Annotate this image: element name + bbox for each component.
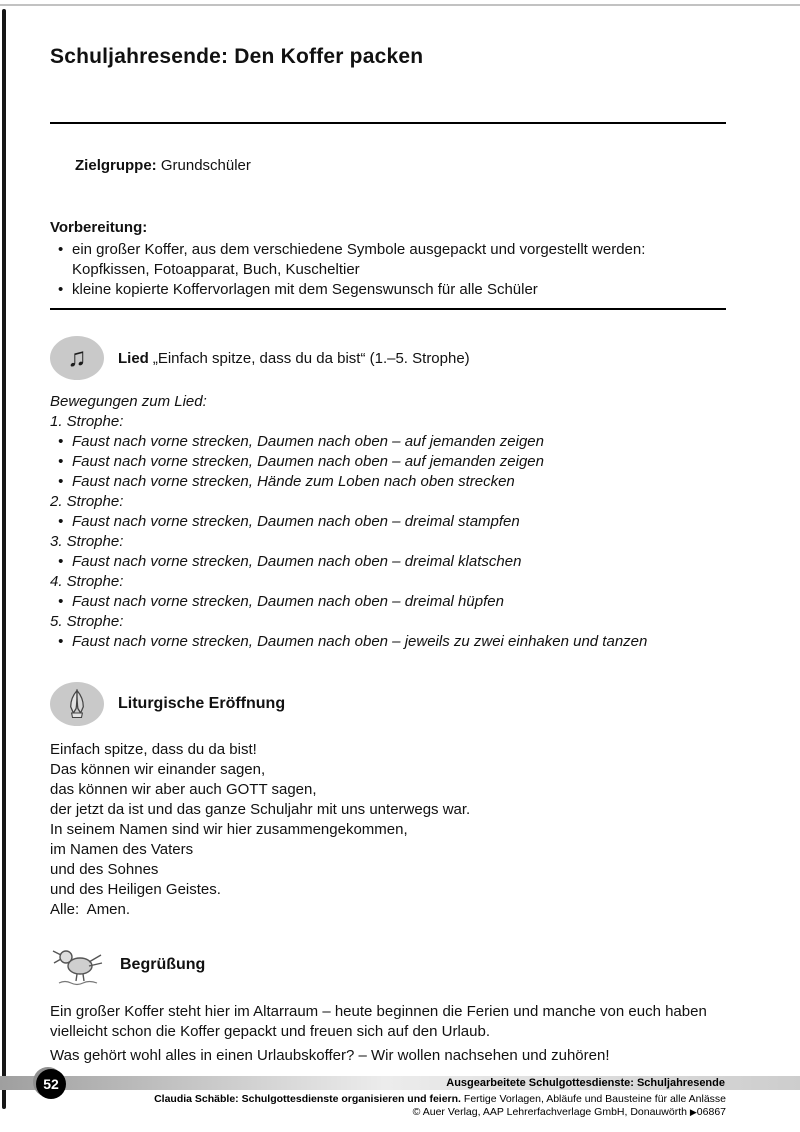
- bullet-icon: •: [58, 241, 64, 258]
- copyright-line: [86, 1106, 726, 1119]
- greeting-text: [50, 1002, 726, 1066]
- list-label: 5. Strophe:: [50, 613, 124, 630]
- bullet-icon: •: [58, 281, 64, 298]
- bullet-item: [50, 280, 726, 300]
- bullet-text: Faust nach vorne strecken, Daumen nach oben – auf jemanden zeigen: [72, 453, 544, 470]
- song-title: „Einfach spitze, dass du da bist“ (1.–5. Strophe): [152, 349, 470, 367]
- praying-hands-icon: [50, 682, 104, 726]
- bullet-item: [50, 632, 726, 652]
- text-line: Einfach spitze, dass du da bist!: [50, 741, 257, 758]
- footer-series-title: Ausgearbeitete Schulgottesdienste: Schuljahresende: [446, 1077, 725, 1089]
- song-heading: [118, 350, 470, 367]
- bird-icon: [50, 942, 106, 988]
- greeting-heading: Begrüßung: [120, 956, 206, 973]
- bullet-item: [50, 240, 726, 280]
- bullet-icon: •: [58, 433, 64, 450]
- bullet-text: Faust nach vorne strecken, Daumen nach oben – auf jemanden zeigen: [72, 433, 544, 450]
- bullet-icon: •: [58, 633, 64, 650]
- bullet-icon: •: [58, 453, 64, 470]
- bullet-item: [50, 592, 726, 612]
- bullet-icon: •: [58, 593, 64, 610]
- bullet-text: ein großer Koffer, aus dem verschiedene Symbole ausgepackt und vorgestellt werden: Kopfkissen, Fotoapparat, Buch, Kuscheltier: [72, 241, 646, 278]
- divider-top: [50, 122, 726, 124]
- bullet-text: Faust nach vorne strecken, Daumen nach oben – jeweils zu zwei einhaken und tanzen: [72, 633, 648, 650]
- footer-bar: [0, 1076, 800, 1090]
- liturgy-heading: Liturgische Eröffnung: [118, 695, 286, 712]
- bullet-icon: •: [58, 553, 64, 570]
- liturgy-text: [50, 740, 726, 920]
- text-line: das können wir aber auch GOTT sagen,: [50, 781, 317, 798]
- movements-title: Bewegungen zum Lied:: [50, 393, 207, 410]
- target-group-line: [50, 136, 726, 196]
- text-line: Alle: Amen.: [50, 901, 131, 918]
- song-movements-list: [50, 412, 726, 652]
- list-label: 1. Strophe:: [50, 413, 124, 430]
- text-line: im Namen des Vaters: [50, 841, 194, 858]
- page-number-badge: 52: [36, 1069, 66, 1099]
- music-notes-icon: [50, 336, 104, 380]
- text-line: Was gehört wohl alles in einen Urlaubskoffer? – Wir wollen nachsehen und zuhören!: [50, 1047, 610, 1064]
- text-line: und des Sohnes: [50, 861, 159, 878]
- bullet-icon: •: [58, 473, 64, 490]
- text-line: Ein großer Koffer steht hier im Altarraum – heute beginnen die Ferien und manche von euch haben vielleicht schon die Koffer gepackt und freuen sich auf den Urlaub.: [50, 1003, 711, 1040]
- page-title: Schuljahresende: Den Koffer packen: [50, 45, 424, 68]
- text-line: Das können wir einander sagen,: [50, 761, 266, 778]
- list-label: 2. Strophe:: [50, 493, 124, 510]
- bullet-item: [50, 512, 726, 532]
- credit-author-title: Claudia Schäble: Schulgottesdienste organisieren und feiern.: [154, 1093, 461, 1105]
- song-label: Lied: [118, 349, 149, 367]
- scan-edge-left: [2, 9, 6, 1109]
- footer-credits: [86, 1093, 726, 1119]
- bullet-text: Faust nach vorne strecken, Daumen nach oben – dreimal hüpfen: [72, 593, 504, 610]
- song-section-header: [50, 336, 726, 380]
- target-group-label: Zielgruppe:: [75, 157, 157, 174]
- page-content: [50, 44, 726, 1070]
- list-label: 3. Strophe:: [50, 533, 124, 550]
- text-line: In seinem Namen sind wir hier zusammengekommen,: [50, 821, 408, 838]
- liturgy-section-header: [50, 682, 726, 726]
- bullet-text: Faust nach vorne strecken, Daumen nach oben – dreimal klatschen: [72, 553, 522, 570]
- music-note-glyph: ♫: [67, 341, 87, 372]
- preparation-list: [50, 240, 726, 300]
- credit-line: [86, 1093, 726, 1106]
- preparation-label: Vorbereitung:: [50, 219, 148, 236]
- bullet-text: kleine kopierte Koffervorlagen mit dem Segenswunsch für alle Schüler: [72, 281, 538, 298]
- bullet-icon: •: [58, 513, 64, 530]
- text-line: der jetzt da ist und das ganze Schuljahr mit uns unterwegs war.: [50, 801, 471, 818]
- bullet-text: Faust nach vorne strecken, Daumen nach oben – dreimal stampfen: [72, 513, 520, 530]
- bullet-item: [50, 432, 726, 452]
- bullet-text: Faust nach vorne strecken, Hände zum Loben nach oben strecken: [72, 473, 515, 490]
- divider-bottom: [50, 308, 726, 310]
- greeting-section-header: [50, 942, 726, 988]
- bullet-item: [50, 452, 726, 472]
- bullet-item: [50, 472, 726, 492]
- target-group-value: Grundschüler: [156, 157, 251, 174]
- order-marker-icon: ▶: [689, 1107, 697, 1117]
- list-label: 4. Strophe:: [50, 573, 124, 590]
- credit-subtitle: Fertige Vorlagen, Abläufe und Bausteine für alle Anlässe: [460, 1093, 726, 1105]
- scan-edge-top: [0, 4, 800, 6]
- copyright-text: © Auer Verlag, AAP Lehrerfachverlage GmbH, Donauwörth: [412, 1106, 690, 1118]
- text-line: und des Heiligen Geistes.: [50, 881, 221, 898]
- order-number: 06867: [696, 1106, 726, 1118]
- bullet-item: [50, 552, 726, 572]
